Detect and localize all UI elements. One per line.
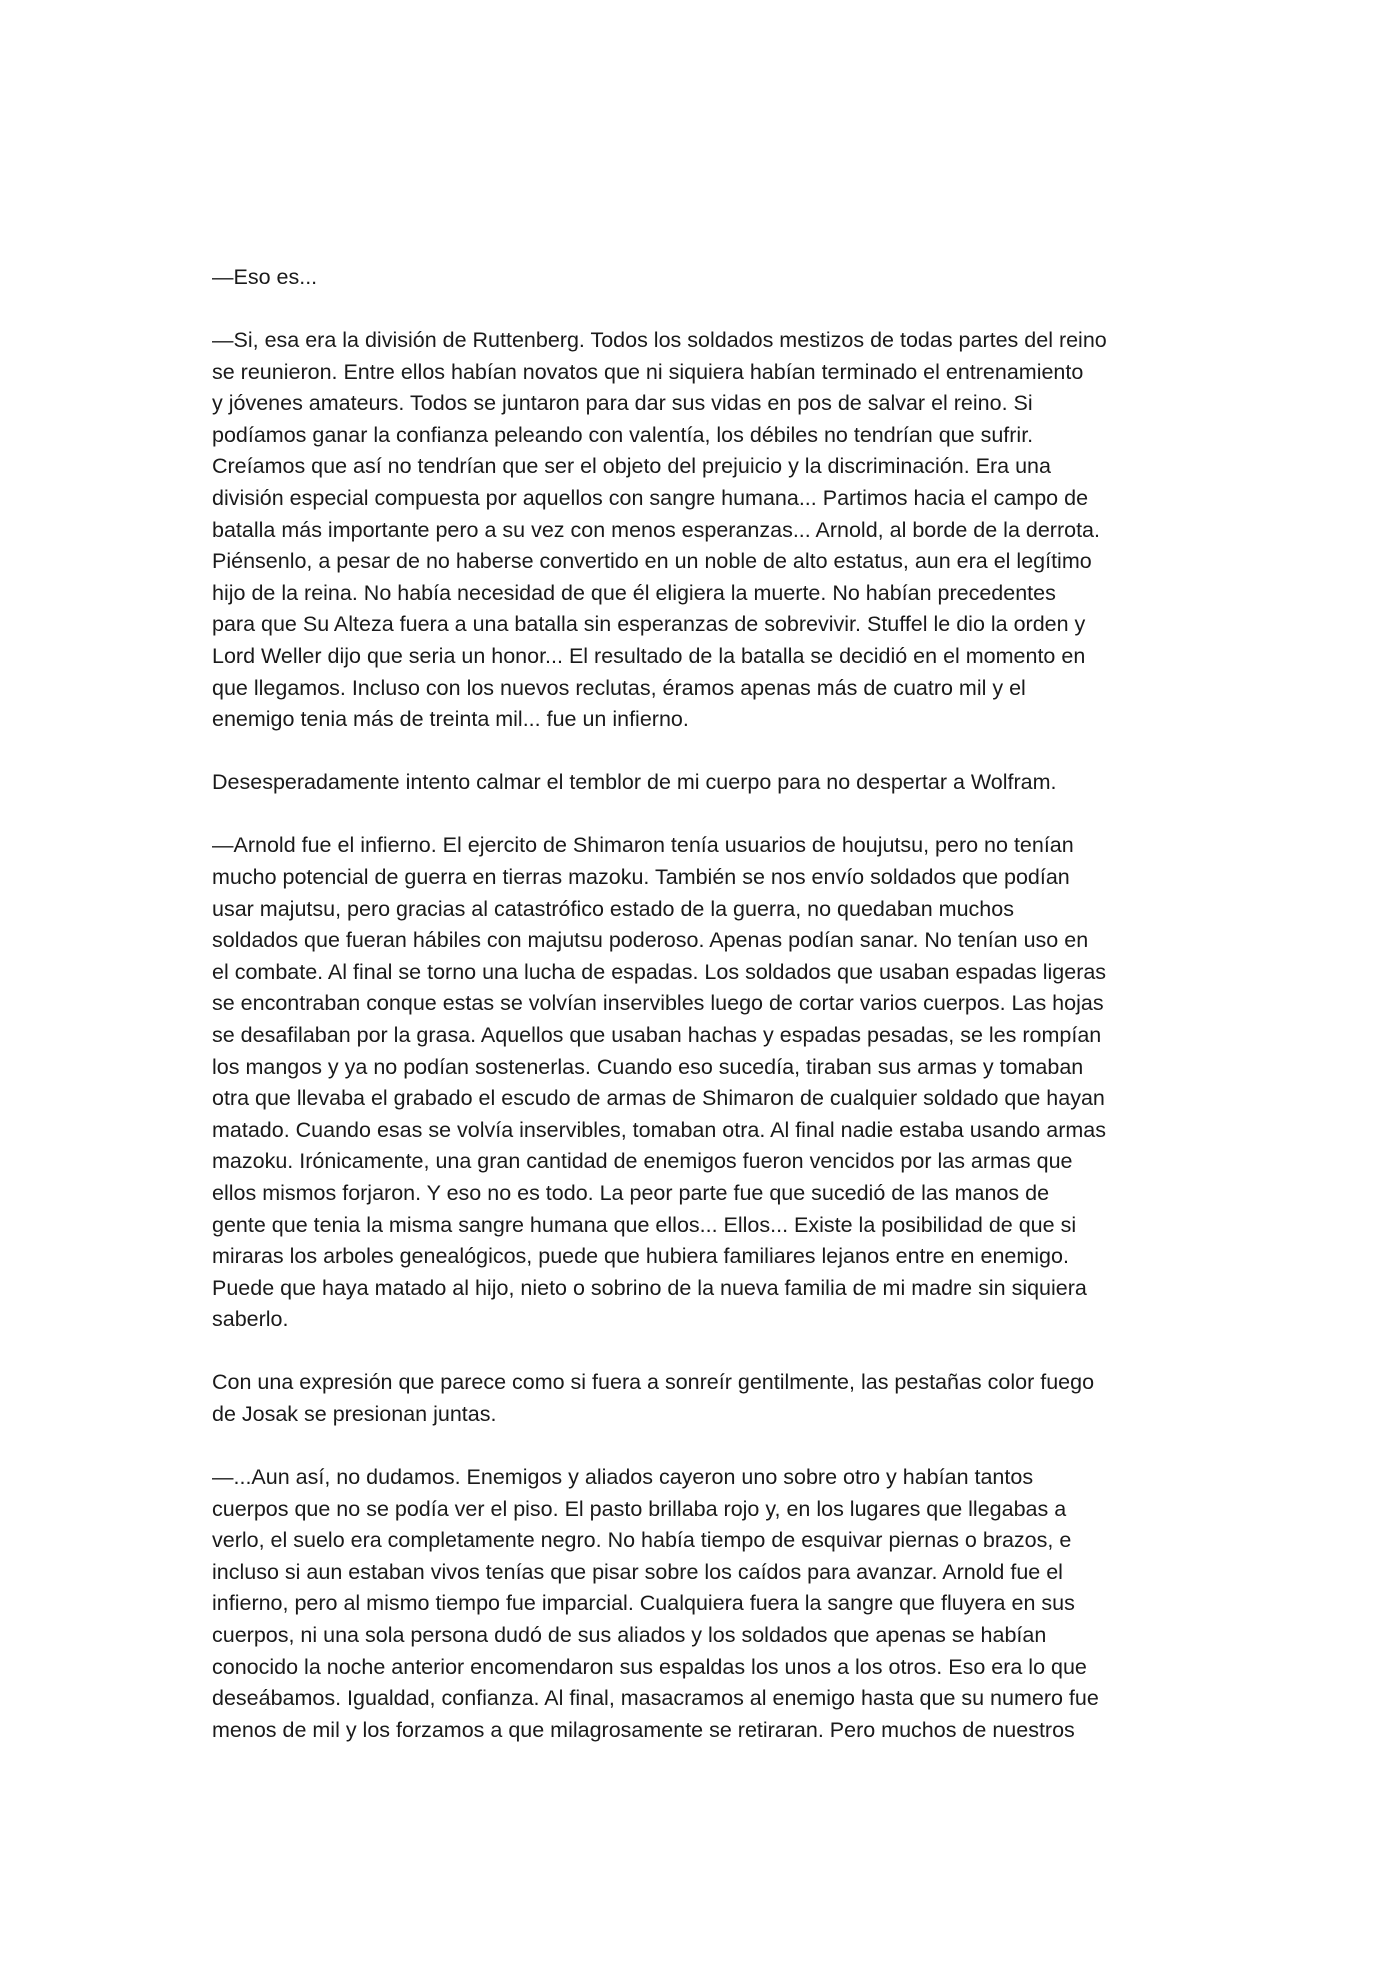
paragraph-narration-josak: Con una expresión que parece como si fuera a sonreír gentilmente, las pestañas color fuego de Josak se presionan juntas.	[212, 1370, 1095, 1426]
paragraph-ruttenberg-division: —Si, esa era la división de Ruttenberg. Todos los soldados mestizos de todas partes del reino se reunieron. Entre ellos habían novatos que ni siquiera habían terminado el entrenamiento y jóvenes amateurs. Todos se juntaron para dar sus vidas en pos de salvar el reino. Si podíamos ganar la confianza peleando con valentía, los débiles no tendrían que sufrir. Creíamos que así no tendrían que ser el objeto del prejuicio y la discriminación. Era una división especial compuesta por aquellos con sangre humana... Partimos hacia el campo de batalla más importante pero a su vez con menos esperanzas... Arnold, al borde de la derrota. Piénsenlo, a pesar de no haberse convertido en un noble de alto estatus, aun era el legítimo hijo de la reina. No había necesidad de que él eligiera la muerte. No habían precedentes para que Su Alteza fuera a una batalla sin esperanzas de sobrevivir. Stuffel le dio la orden y Lord Weller dijo que seria un honor... El resultado de la batalla se decidió en el momento en que llegamos. Incluso con los nuevos reclutas, éramos apenas más de cuatro mil y el enemigo tenia más de treinta mil... fue un infierno.	[212, 328, 1107, 732]
paragraph-no-hesitation: —...Aun así, no dudamos. Enemigos y aliados cayeron uno sobre otro y habían tantos cuerpos que no se podía ver el piso. El pasto brillaba rojo y, en los lugares que llegabas a verlo, el suelo era completamente negro. No había tiempo de esquivar piernas o brazos, e incluso si aun estaban vivos tenías que pisar sobre los caídos para avanzar. Arnold fue el infierno, pero al mismo tiempo fue imparcial. Cualquiera fuera la sangre que fluyera en sus cuerpos, ni una sola persona dudó de sus aliados y los soldados que apenas se habían conocido la noche anterior encomendaron sus espaldas los unos a los otros. Eso era lo que deseábamos. Igualdad, confianza. Al final, masacramos al enemigo hasta que su numero fue menos de mil y los forzamos a que milagrosamente se retiraran. Pero muchos de nuestros	[212, 1465, 1099, 1742]
paragraph-dialogue-opening: —Eso es...	[212, 265, 318, 289]
document-page	[212, 262, 1200, 1778]
paragraph-narration-trembling: Desesperadamente intento calmar el temblor de mi cuerpo para no despertar a Wolfram.	[212, 770, 1057, 795]
paragraph-arnold-battle: —Arnold fue el infierno. El ejercito de Shimaron tenía usuarios de houjutsu, pero no tenían mucho potencial de guerra en tierras mazoku. También se nos envío soldados que podían usar majutsu, pero gracias al catastrófico estado de la guerra, no quedaban muchos soldados que fueran hábiles con majutsu poderoso. Apenas podían sanar. No tenían uso en el combate. Al final se torno una lucha de espadas. Los soldados que usaban espadas ligeras se encontraban conque estas se volvían inservibles luego de cortar varios cuerpos. Las hojas se desafilaban por la grasa. Aquellos que usaban hachas y espadas pesadas, se les rompían los mangos y ya no podían sostenerlas. Cuando eso sucedía, tiraban sus armas y tomaban otra que llevaba el grabado el escudo de armas de Shimaron de cualquier soldado que hayan matado. Cuando esas se volvía inservibles, tomaban otra. Al final nadie estaba usando armas mazoku. Irónicamente, una gran cantidad de enemigos fueron vencidos por las armas que ellos mismos forjaron. Y eso no es todo. La peor parte fue que sucedió de las manos de gente que tenia la misma sangre humana que ellos... Ellos... Existe la posibilidad de que si miraras los arboles genealógicos, puede que hubiera familiares lejanos entre en enemigo. Puede que haya matado al hijo, nieto o sobrino de la nueva familia de mi madre sin siquiera saberlo.	[212, 833, 1107, 1332]
